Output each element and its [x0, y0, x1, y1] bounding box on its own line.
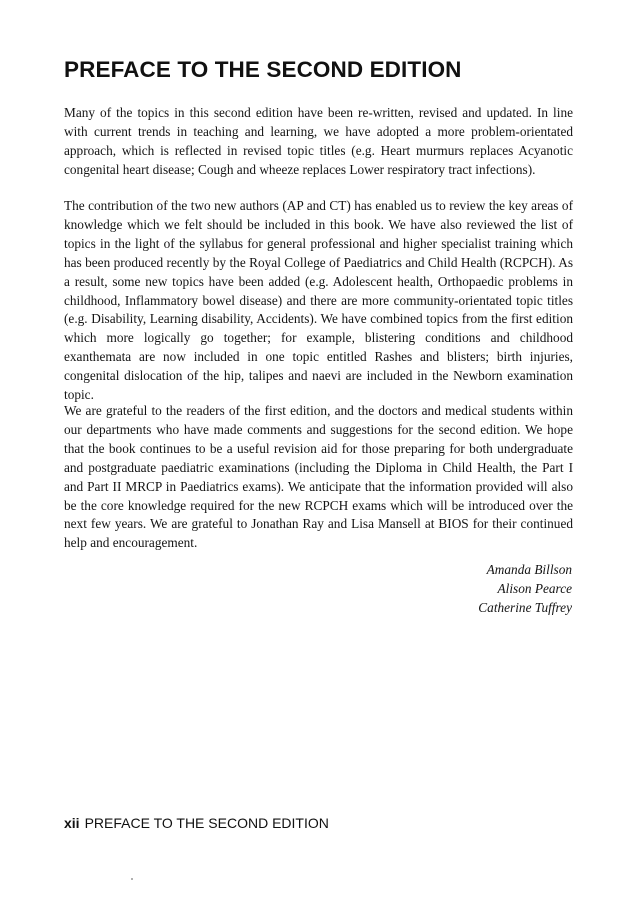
author-signatures — [478, 560, 572, 617]
paragraph: Many of the topics in this second edition have been re-written, revised and updated. In line with current trends in teaching and learning, we have adopted a more problem-orientated approach, which is reflected in revised topic titles (e.g. Heart murmurs replaces Acyanotic congenital heart disease; Cough and wheeze replaces Lower respiratory tract infections). — [64, 105, 573, 177]
page-number: xii — [64, 815, 80, 831]
running-title: PREFACE TO THE SECOND EDITION — [84, 815, 329, 831]
paragraph-1-block — [64, 104, 573, 180]
paragraph-2-block — [64, 197, 573, 405]
paragraph: The contribution of the two new authors (AP and CT) has enabled us to review the key areas of knowledge which we felt should be included in this book. We have also reviewed the list of topics in the light of the syllabus for general professional and higher specialist training which has been produced recently by the Royal College of Paediatrics and Child Health (RCPCH). As a result, some new topics have been added (e.g. Adolescent health, Orthopaedic problems in childhood, Inflammatory bowel disease) and there are more community-orientated topic titles (e.g. Disability, Learning disability, Accidents). We have combined topics from the first edition which more logically go together; for example, blistering conditions and childhood exanthemata are now included in one topic entitled Rashes and blisters; birth injuries, congenital dislocation of the hip, talipes and naevi are included in the Newborn examination topic. — [64, 198, 573, 403]
signatory-name: Amanda Billson — [486, 562, 572, 577]
signatory-name: Catherine Tuffrey — [478, 600, 572, 615]
signatory-name: Alison Pearce — [497, 581, 572, 596]
page-title: PREFACE TO THE SECOND EDITION — [64, 57, 462, 82]
page-footer — [64, 815, 329, 831]
paragraph-3-block — [64, 402, 573, 553]
scan-speck — [131, 878, 133, 880]
paragraph: We are grateful to the readers of the first edition, and the doctors and medical students within our departments who have made comments and suggestions for the second edition. We hope that the book continues to be a useful revision aid for those preparing for both undergraduate and postgraduate paediatric examinations (including the Diploma in Child Health, the Part I and Part II MRCP in Paediatrics exams). We anticipate that the information provided will also be the core knowledge required for the new RCPCH exams which will be introduced over the next few years. We are grateful to Jonathan Ray and Lisa Mansell at BIOS for their continued help and encouragement. — [64, 403, 573, 551]
